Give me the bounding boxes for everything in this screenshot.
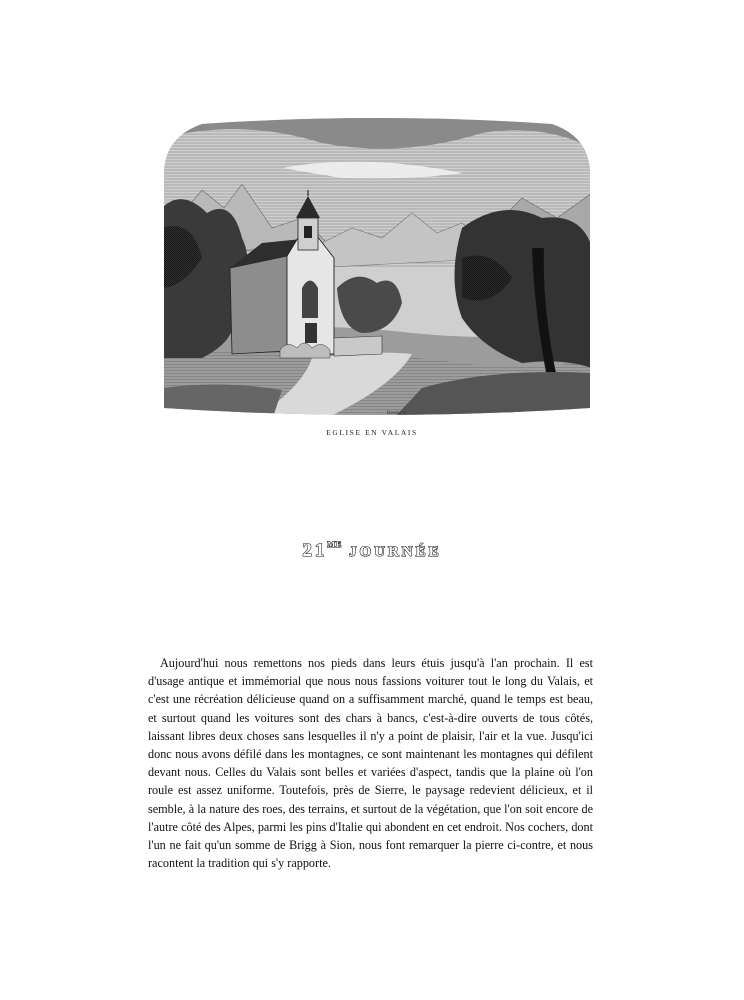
chapter-number: 21 (302, 540, 328, 561)
chapter-number-suffix: ME (327, 540, 343, 549)
chapter-title (0, 540, 744, 562)
illustration-caption: EGLISE EN VALAIS (326, 428, 418, 437)
chapter-title-word: JOURNÉE (348, 544, 442, 560)
body-text (148, 654, 593, 872)
church-engraving-illustration (162, 118, 592, 420)
body-paragraph: Aujourd'hui nous remettons nos pieds dans leurs étuis jusqu'à l'an prochain. Il est d'usage antique et immémorial que nous nous fassions voiturer tout le long du Valais, et c'est une récréation délicieuse quand on a suffisamment marché, quand le temps est beau, et surtout quand les voitures sont des chars à bancs, c'est-à-dire ouverts de tous côtés, laissant libres deux choses sans lesquelles il n'y a point de plaisir, l'air et la vue. Jusqu'ici donc nous avons défilé dans les montagnes, ce sont maintenant les montagnes qui défilent devant nous. Celles du Valais sont belles et variées d'aspect, tandis que la plaine où l'on roule est assez uniforme. Toutefois, près de Sierre, le paysage redevient délicieux, et il semble, à la nature des roes, des terrains, et surtout de la végétation, que l'on soit encore de l'autre côté des Alpes, parmi les pins d'Italie qui abondent en cet endroit. Nos cochers, dont l'un ne fait qu'un somme de Brigg à Sion, nous font remarquer la pierre ci-contre, et nous racontent la tradition qui s'y rapporte. (148, 656, 593, 871)
engraver-signature: Baudot sc (387, 411, 407, 416)
